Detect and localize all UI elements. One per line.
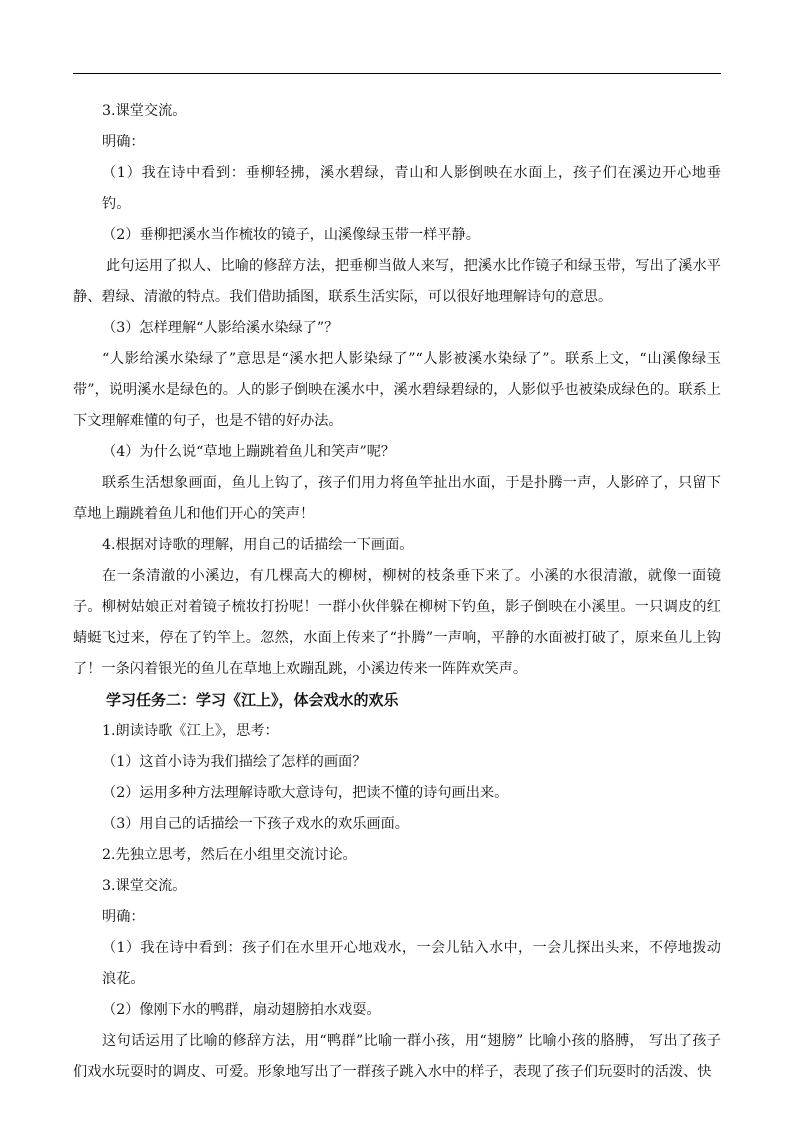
step-heading: 2.先独立思考，然后在小组里交流讨论。 (102, 847, 357, 863)
body-paragraph: “人影给溪水染绿了”意思是“溪水把人影染绿了”“人影被溪水染绿了”。联系上文，“山溪像绿玉带”，说明溪水是绿色的。人的影子倒映在溪水中，溪水碧绿碧绿的，人影似乎也被染成绿色的。联系上下文理解难懂的句子，也是不错的好办法。 (73, 351, 721, 429)
question-item: （1）这首小诗为我们描绘了怎样的画面？ (102, 754, 367, 770)
body-paragraph: 联系生活想象画面，鱼儿上钩了，孩子们用力将鱼竿扯出水面，于是扑腾一声，人影碎了，只留下草地上蹦跳着鱼儿和他们开心的笑声！ (73, 475, 721, 522)
question-item: （3）用自己的话描绘一下孩子戏水的欢乐画面。 (102, 816, 409, 832)
body-paragraph: 这句话运用了比喻的修辞方法，用“鸭群”比喻一群小孩，用“翅膀” 比喻小孩的胳膊， 写出了孩子们戏水玩耍时的调皮、可爱。形象地写出了一群孩子跳入水中的样子，表现了孩子们玩耍时的活泼、快 (73, 1033, 721, 1080)
step-heading: 3.课堂交流。 (102, 878, 187, 894)
header-rule (73, 73, 721, 74)
clarify-label: 明确： (102, 909, 145, 925)
step-heading: 3.课堂交流。 (102, 103, 187, 119)
answer-item: （1）我在诗中看到：孩子们在水里开心地戏水，一会儿钻入水中，一会儿探出头来，不停地拨动浪花。 (102, 940, 721, 987)
answer-item: （3）怎样理解“人影给溪水染绿了”？ (102, 320, 339, 336)
step-heading: 4.根据对诗歌的理解，用自己的话描绘一下画面。 (102, 537, 414, 553)
answer-item: （4）为什么说“草地上蹦跳着鱼儿和笑声”呢？ (102, 444, 396, 460)
body-paragraph: 此句运用了拟人、比喻的修辞方法，把垂柳当做人来写，把溪水比作镜子和绿玉带，写出了溪水平静、碧绿、清澈的特点。我们借助插图，联系生活实际，可以很好地理解诗句的意思。 (73, 258, 721, 305)
answer-item: （1）我在诗中看到：垂柳轻拂，溪水碧绿，青山和人影倒映在水面上，孩子们在溪边开心地垂钓。 (102, 165, 721, 212)
step-heading: 1.朗读诗歌《江上》，思考： (102, 723, 279, 739)
section-heading: 学习任务二：学习《江上》，体会戏水的欢乐 (106, 691, 399, 709)
answer-item: （2）垂柳把溪水当作梳妆的镜子，山溪像绿玉带一样平静。 (102, 227, 480, 243)
document-body (73, 96, 721, 1088)
clarify-label: 明确： (102, 134, 145, 150)
answer-item: （2）像刚下水的鸭群，扇动翅膀拍水戏耍。 (102, 1002, 381, 1018)
body-paragraph: 在一条清澈的小溪边，有几棵高大的柳树，柳树的枝条垂下来了。小溪的水很清澈，就像一面镜子。柳树姑娘正对着镜子梳妆打扮呢！一群小伙伴躲在柳树下钓鱼，影子倒映在小溪里。一只调皮的红蜻蜓飞过来，停在了钓竿上。忽然，水面上传来了“扑腾”一声响，平静的水面被打破了，原来鱼儿上钩了！一条闪着银光的鱼儿在草地上欢蹦乱跳，小溪边传来一阵阵欢笑声。 (73, 568, 721, 677)
question-item: （2）运用多种方法理解诗歌大意诗句，把读不懂的诗句画出来。 (102, 785, 509, 801)
